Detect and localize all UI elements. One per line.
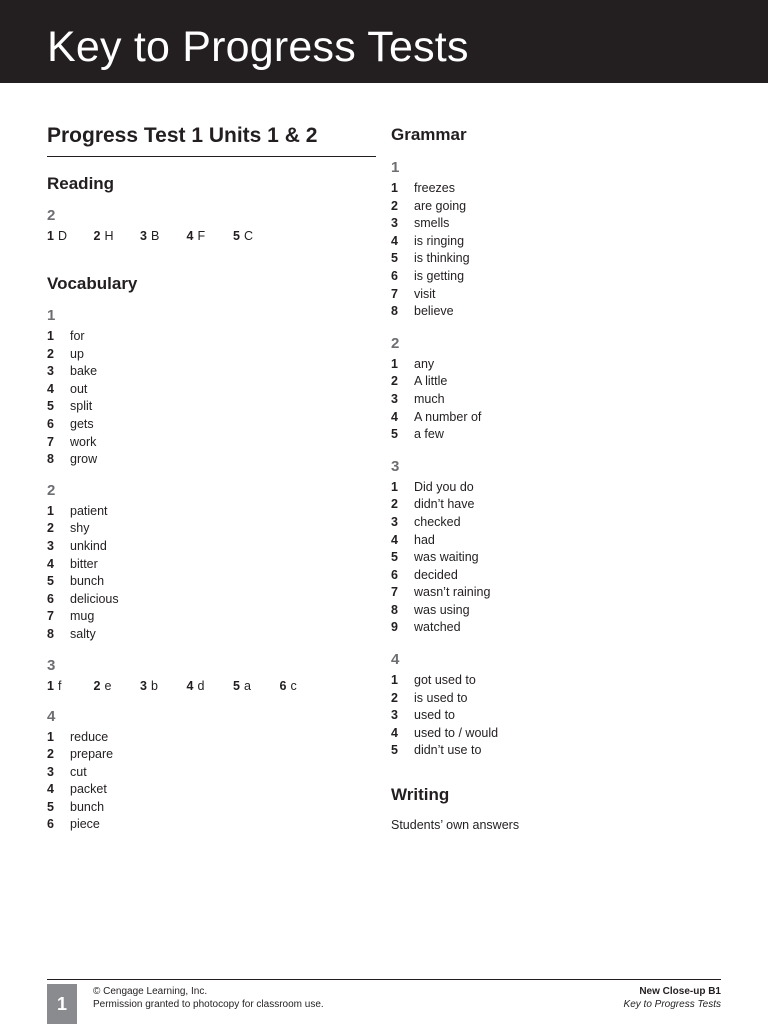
list-item: 4 A number of [391,409,482,424]
list-item: 6 gets [47,416,94,431]
list-item: 8 was using [391,602,470,617]
list-item: 7 mug [47,609,95,624]
list-item: 5 was waiting [391,550,479,565]
copyright-text: © Cengage Learning, Inc. [93,986,208,997]
list-item: 5 a few [391,427,444,442]
exercise-number: 2 [47,481,56,499]
exercise-number: 1 [391,159,400,176]
list-item: 2 is used to [391,690,468,705]
reading-section [47,173,376,245]
answer-item: 1 D [47,229,67,243]
exercise-number: 4 [391,651,400,669]
list-item: 8 believe [391,304,454,319]
list-item: 4 out [47,381,88,396]
footer [47,979,721,1024]
list-item: 5 is thinking [391,251,470,266]
list-item: 3 much [391,391,445,406]
list-item: 1 reduce [47,729,109,744]
reading-exercise-2 [47,207,376,245]
answer-list [391,672,731,760]
answer-item: 1 f [47,678,62,693]
answer-item: 4 d [186,678,205,693]
grammar-exercise-3 [391,458,731,637]
writing-section [391,784,731,834]
answer-list [47,729,376,835]
grammar-exercise-1 [391,159,731,321]
book-subtitle: Key to Progress Tests [623,999,721,1010]
list-item: 3 used to [391,708,456,723]
list-item: 2 are going [391,198,467,213]
exercise-number: 2 [391,334,400,352]
list-item: 4 bitter [47,556,98,571]
answer-item: 3 B [140,229,160,243]
grammar-section [391,124,731,760]
list-item: 5 didn’t use to [391,743,482,758]
list-item: 8 salty [47,626,96,641]
list-item: 7 visit [391,286,436,301]
list-item: 4 used to / would [391,725,499,740]
list-item: 6 decided [391,567,458,582]
exercise-number: 1 [47,307,56,324]
list-item: 2 up [47,346,84,361]
answer-item: 6 c [279,678,297,693]
list-item: 1 any [391,356,435,371]
book-title: New Close-up B1 [639,986,721,997]
answer-list [47,503,376,644]
list-item: 8 grow [47,452,98,467]
vocabulary-exercise-2 [47,482,376,644]
list-item: 1 freezes [391,181,455,195]
list-item: 1 patient [47,503,108,518]
section-title-grammar: Grammar [391,125,467,144]
list-item: 1 got used to [391,673,476,688]
answer-list [391,479,731,637]
list-item: 7 wasn’t raining [391,585,491,600]
section-title-vocabulary: Vocabulary [47,274,138,293]
list-item: 5 bunch [47,574,105,589]
list-item: 5 bunch [47,799,105,814]
answer-item: 5 C [233,229,253,243]
list-item: 3 bake [47,364,98,379]
answer-list [391,180,731,321]
answer-item: 2 e [93,678,112,693]
list-item: 2 didn’t have [391,497,475,512]
permission-text: Permission granted to photocopy for classroom use. [93,999,324,1010]
answer-item: 5 a [233,678,251,693]
list-item: 4 had [391,532,435,547]
header-bar [0,0,768,83]
grammar-exercise-2 [391,335,731,444]
vocabulary-exercise-4 [47,708,376,835]
footer-book-info [624,985,721,1011]
list-item: 2 shy [47,521,90,536]
vocabulary-exercise-3 [47,657,376,695]
page-number: 1 [47,984,77,1024]
section-title-reading: Reading [47,174,115,193]
right-column [391,124,731,834]
section-title-writing: Writing [391,785,450,805]
exercise-number: 4 [47,707,56,725]
test-title: Progress Test 1 Units 1 & 2 [47,123,376,157]
vocabulary-section [47,273,376,834]
list-item: 1 for [47,329,85,343]
answer-list [47,328,376,469]
list-item: 9 watched [391,620,461,635]
footer-copyright [93,985,324,1011]
answer-item: 3 b [140,678,158,693]
left-column [47,123,376,834]
answer-row [47,678,376,695]
list-item: 2 prepare [47,747,114,762]
list-item: 6 delicious [47,591,119,606]
list-item: 5 split [47,399,93,414]
list-item: 7 work [47,434,97,449]
answer-list [391,356,731,444]
exercise-number: 2 [47,207,56,224]
grammar-exercise-4 [391,651,731,760]
list-item: 2 A little [391,374,448,389]
list-item: 3 smells [391,216,450,231]
list-item: 6 piece [47,817,100,832]
answer-row [47,228,376,245]
list-item: 3 unkind [47,538,107,553]
list-item: 4 is ringing [391,233,465,248]
list-item: 6 is getting [391,268,465,283]
writing-answer: Students’ own answers [391,818,520,833]
exercise-number: 3 [47,656,56,674]
answer-item: 2 H [93,229,114,243]
page-title: Key to Progress Tests [47,23,469,71]
list-item: 1 Did you do [391,479,474,494]
answer-item: 4 F [186,229,206,243]
exercise-number: 3 [391,457,400,475]
vocabulary-exercise-1 [47,307,376,469]
list-item: 3 checked [391,514,461,529]
list-item: 4 packet [47,782,107,797]
list-item: 3 cut [47,764,87,779]
